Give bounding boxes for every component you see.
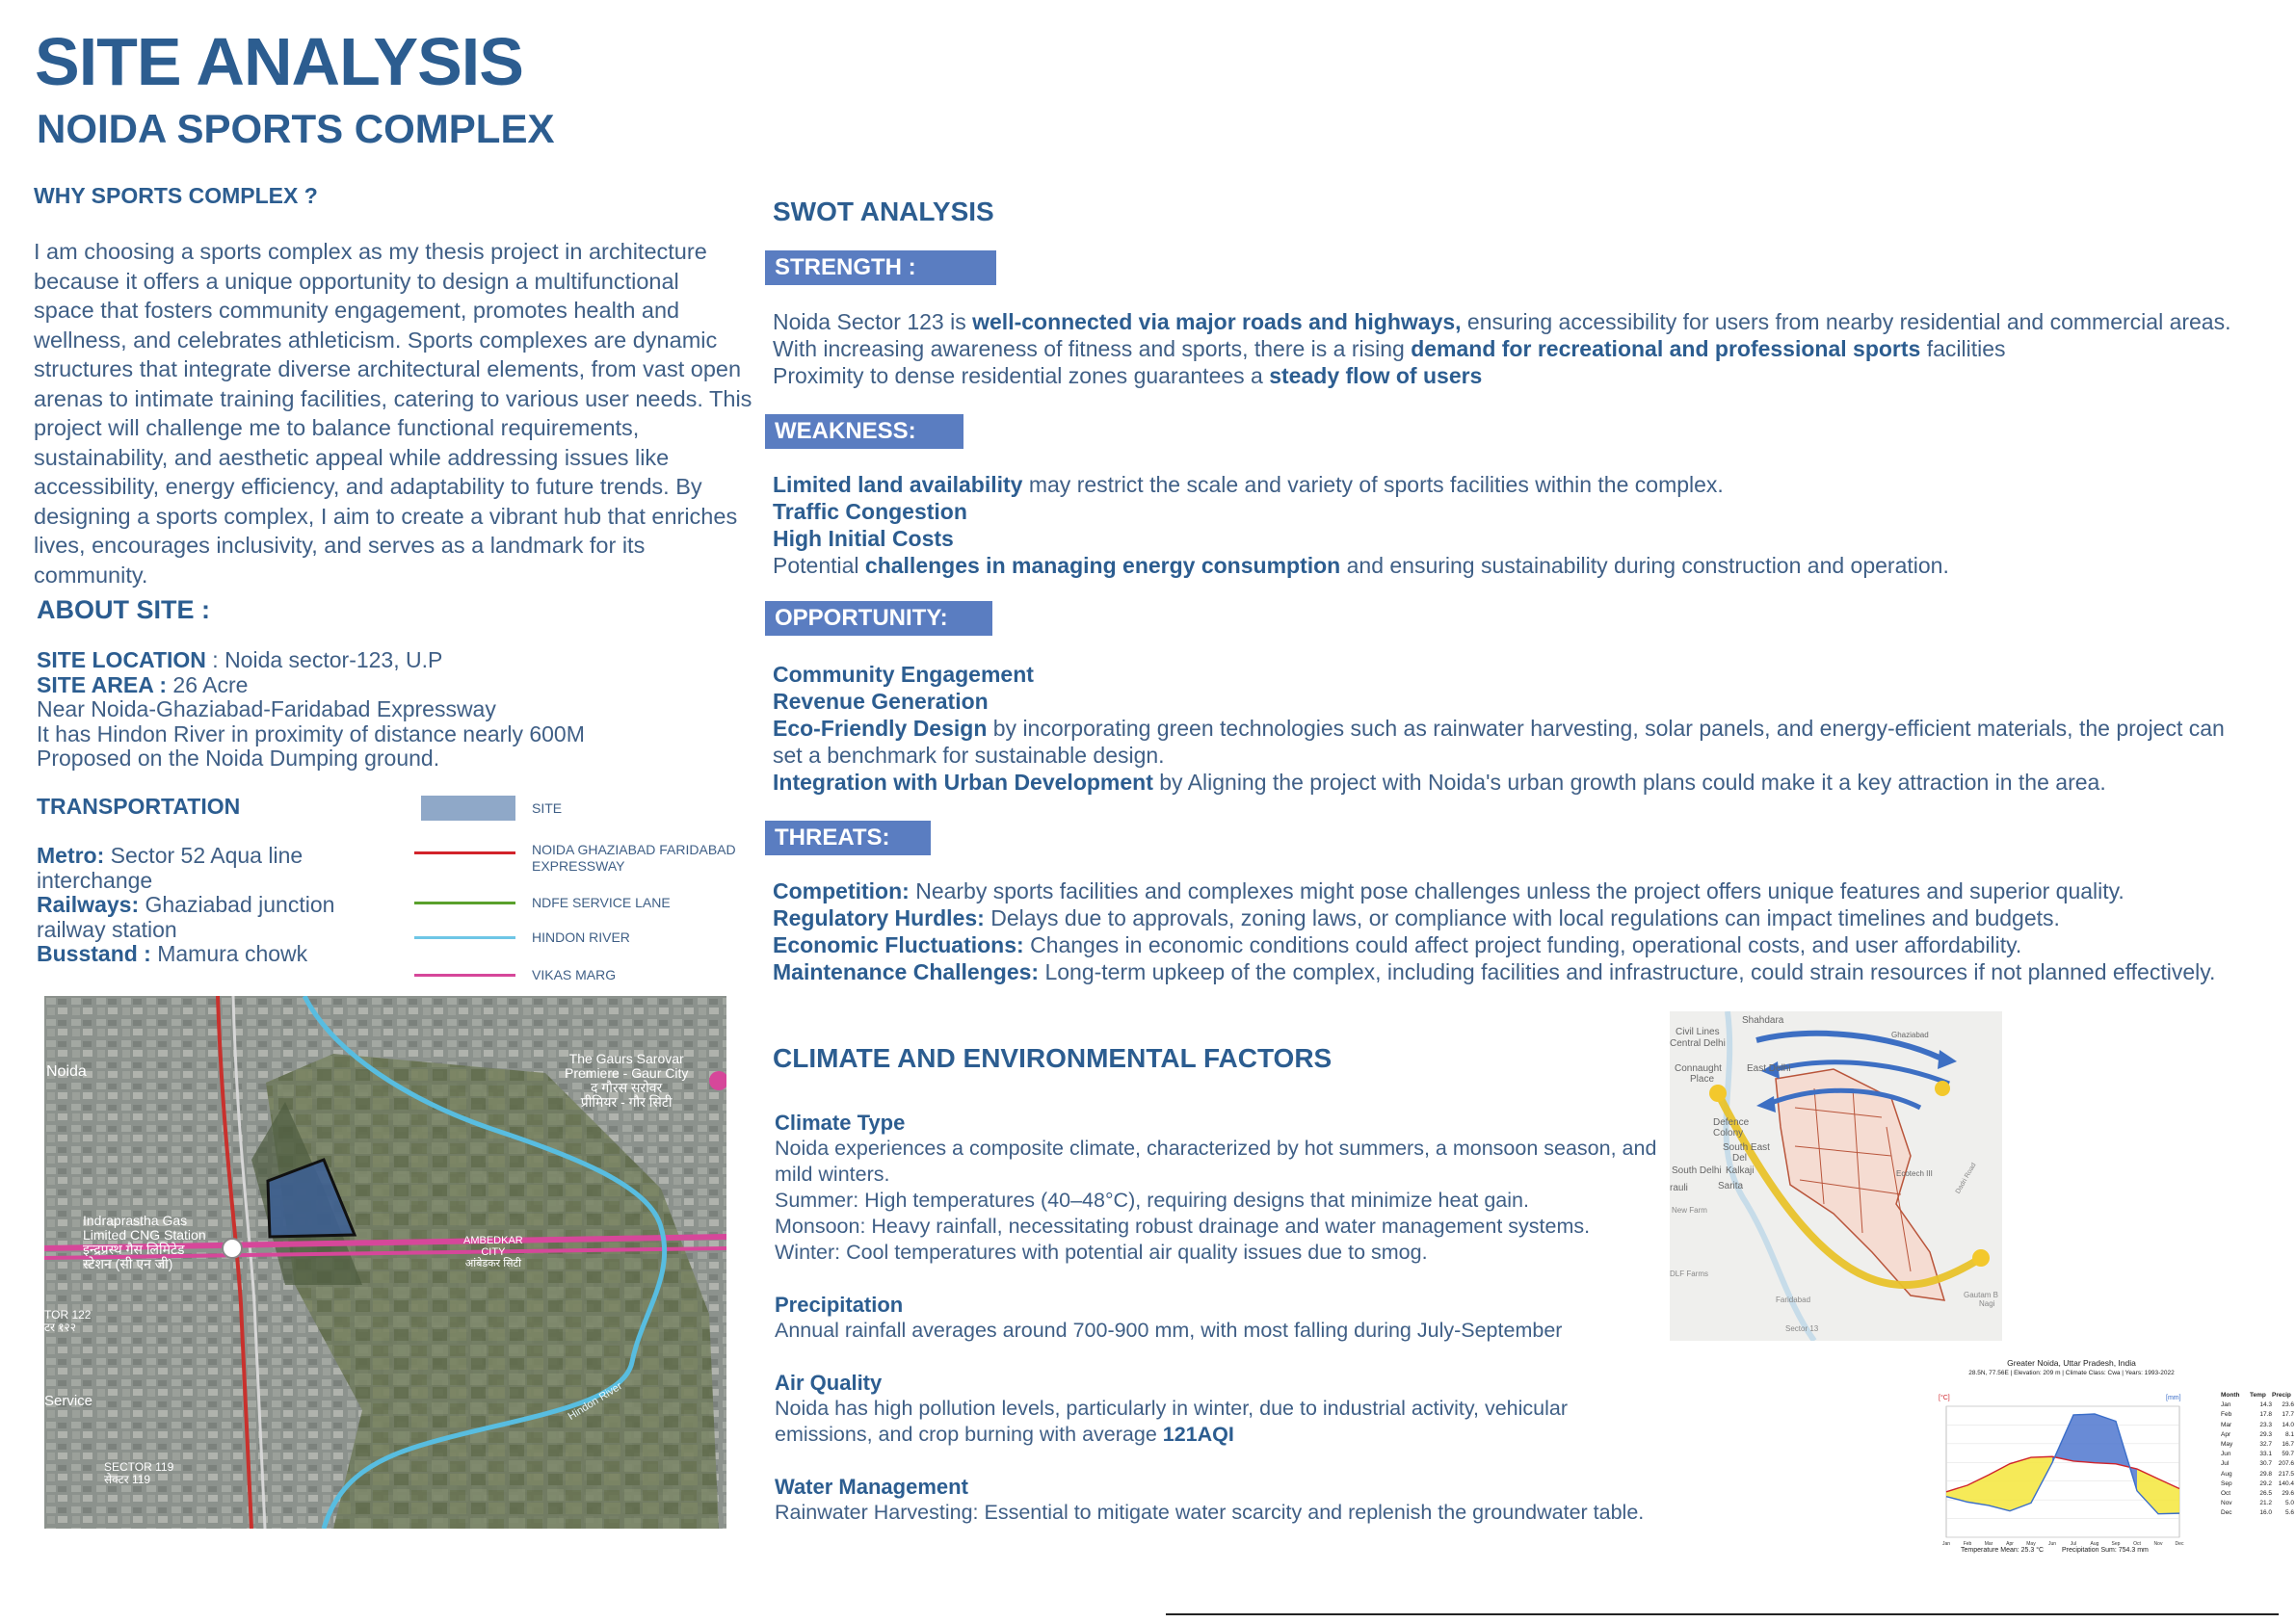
climate-chart-right-unit: [mm] [2166, 1395, 2181, 1401]
threats-line3-a: Economic Fluctuations: [773, 932, 1024, 957]
climate-table-precip: 23.6 [2282, 1401, 2294, 1409]
climate-table-month: Apr [2221, 1430, 2231, 1438]
climate-table-row [2221, 1410, 2294, 1420]
climate-x-tick-label: Sep [2111, 1541, 2121, 1547]
climate-table-row [2221, 1470, 2294, 1479]
climate-table-row [2221, 1508, 2294, 1518]
climate-table-temp: 17.8 [2259, 1411, 2272, 1419]
wind-label-sector13: Sector 13 [1785, 1324, 1819, 1333]
climate-table-month: May [2221, 1441, 2233, 1449]
climate-table-temp: 21.2 [2259, 1500, 2272, 1507]
map-label-ambedkar-2: CITY [481, 1246, 506, 1258]
threats-line4-a: Maintenance Challenges: [773, 959, 1040, 984]
climate-table-month: Feb [2221, 1411, 2232, 1419]
wind-label-dadri: Dadri Road [1954, 1162, 1978, 1195]
why-line: because it offers a unique opportunity to design a multifunctional [34, 268, 679, 294]
wind-label-east: East Delhi [1747, 1063, 1791, 1074]
strength-line1-c: ensuring accessibility for users from nearby residential and commercial areas. [1461, 309, 2231, 334]
wind-label-dlf: DLF Farms [1670, 1270, 1708, 1278]
air-quality-line: Noida has high pollution levels, particularly in winter, due to industrial activity, vehicular [775, 1397, 1568, 1420]
weakness-line3: High Initial Costs [773, 526, 954, 551]
threats-line1-b: Nearby sports facilities and complexes might pose challenges unless the project offers unique features and superior quality. [909, 878, 2124, 903]
wind-label-defence [1713, 1117, 1749, 1139]
wind-label-faridabad: Faridabad [1776, 1296, 1811, 1304]
wind-label-gautam-1: Gautam B [1964, 1291, 1999, 1299]
bottom-rule [1166, 1613, 2279, 1615]
railway-value-2: railway station [37, 916, 177, 942]
climate-chart-footer-precip: Precipitation Sum: 754.3 mm [2062, 1547, 2149, 1554]
climate-table-temp: 14.3 [2259, 1401, 2272, 1409]
site-area-line [37, 673, 750, 698]
threats-line2-a: Regulatory Hurdles: [773, 905, 985, 930]
opportunity-line4-a: Integration with Urban Development [773, 770, 1153, 795]
climate-table-temp: 29.2 [2259, 1479, 2272, 1487]
weakness-line1-a: Limited land availability [773, 472, 1023, 497]
map-label-sector119-2: सेक्टर 119 [104, 1473, 151, 1486]
site-location-value: : Noida sector-123, U.P [205, 647, 443, 672]
climate-text [775, 1110, 1680, 1526]
climate-table-header [2221, 1391, 2294, 1400]
legend-service-line [414, 902, 515, 904]
climate-type-line: Summer: High temperatures (40–48°C), requiring designs that minimize heat gain. [775, 1189, 1529, 1212]
climate-table-precip: 8.1 [2284, 1430, 2294, 1438]
climate-table-precip: 207.6 [2278, 1460, 2294, 1468]
water-management-heading: Water Management [775, 1475, 968, 1499]
climate-type-line: Winter: Cool temperatures with potential air quality issues due to smog. [775, 1241, 1428, 1264]
why-line: wellness, and celebrates athleticism. Sports complexes are dynamic [34, 327, 718, 353]
climate-table-row [2221, 1499, 2294, 1508]
map-label-igl-4: स्टेशन (सी एन जी) [83, 1256, 173, 1271]
climate-type-line: Noida experiences a composite climate, characterized by hot summers, a monsoon season, and [775, 1137, 1657, 1160]
opportunity-line4-b: by Aligning the project with Noida's urban growth plans could make it a key attraction in the area. [1152, 770, 2106, 795]
threats-line3-b: Changes in economic conditions could affect project funding, operational costs, and user affordability. [1023, 932, 2022, 957]
climate-x-tick-label: Feb [1963, 1541, 1972, 1547]
climate-table-precip: 5.0 [2284, 1500, 2294, 1507]
map-label-sector122-2: टर १२२ [44, 1321, 77, 1334]
why-line: project will challenge me to balance functional requirements, [34, 415, 640, 440]
map-label-ambedkar [463, 1235, 523, 1270]
site-area-value: 26 Acre [167, 671, 249, 697]
climate-table-row [2221, 1479, 2294, 1489]
legend-site-swatch [421, 796, 515, 821]
map-label-river: Hindon River [566, 1380, 624, 1423]
site-location-line [37, 648, 750, 673]
map-label-gaurs-2: Premiere - Gaur City [565, 1065, 689, 1081]
weakness-line4-a: Potential [773, 553, 865, 578]
wind-label-connaught-2: Place [1690, 1074, 1715, 1085]
opportunity-line2: Revenue Generation [773, 689, 989, 714]
map-label-noida: Noida [46, 1063, 87, 1080]
climate-x-tick-label: Apr [2006, 1541, 2014, 1547]
page-subtitle: NOIDA SPORTS COMPLEX [37, 106, 555, 151]
climate-x-tick-label: Aug [2090, 1541, 2099, 1547]
map-label-gaurs-3: द गौरस सरोवर [591, 1080, 663, 1095]
legend-vikas-label: VIKAS MARG [532, 967, 617, 982]
climate-table-precip: 5.6 [2284, 1509, 2294, 1517]
swot-heading: SWOT ANALYSIS [773, 196, 994, 226]
threats-line2-b: Delays due to approvals, zoning laws, or compliance with local regulations can impact timelines and budgets. [984, 905, 2060, 930]
climate-table-temp: 16.0 [2259, 1509, 2272, 1517]
climate-table-row [2221, 1400, 2294, 1410]
page-title: SITE ANALYSIS [35, 24, 523, 99]
climate-x-tick-label: Nov [2153, 1541, 2163, 1547]
weakness-text [773, 471, 2276, 579]
wind-label-sarita: Sarita [1718, 1181, 1744, 1191]
wind-label-defence-1: Defence [1713, 1117, 1750, 1128]
about-site-details [37, 648, 750, 772]
wind-label-southeast-1: South East [1723, 1142, 1770, 1153]
map-label-igl-3: इन्द्रप्रस्थ गैस लिमिटेड [83, 1242, 185, 1257]
metro-value-2: interchange [37, 867, 153, 893]
wind-label-ghaziabad: Ghaziabad [1891, 1031, 1929, 1039]
map-label-igl-1: Indraprastha Gas [83, 1213, 188, 1228]
legend-vikas-line [414, 974, 515, 977]
climate-table-temp: 29.8 [2259, 1470, 2272, 1478]
map-label-ambedkar-1: AMBEDKAR [463, 1235, 523, 1246]
site-map [44, 996, 726, 1529]
legend-expressway-label-2: EXPRESSWAY [532, 858, 625, 874]
strength-line3-a: Proximity to dense residential zones guarantees a [773, 363, 1270, 388]
legend-expressway-label-1: NOIDA GHAZIABAD FARIDABAD [532, 842, 736, 857]
map-label-gaurs-1: The Gaurs Sarovar [568, 1051, 684, 1066]
map-label-gaurs [565, 1052, 688, 1110]
climate-chart-plot [1927, 1402, 2216, 1547]
climate-area-segment [2095, 1414, 2116, 1464]
precipitation-heading: Precipitation [775, 1293, 904, 1317]
climate-table-row [2221, 1421, 2294, 1430]
climate-table-temp: 29.3 [2259, 1430, 2272, 1438]
strength-band: STRENGTH : [765, 250, 996, 285]
opportunity-band: OPPORTUNITY: [765, 601, 992, 636]
why-line: lives, encourages inclusivity, and serves as a landmark for its [34, 533, 646, 558]
wind-label-newfarm: New Farm [1672, 1206, 1707, 1215]
why-line: designing a sports complex, I aim to create a vibrant hub that enriches [34, 503, 738, 529]
climate-chart-subtitle: 28.5N, 77.56E | Elevation: 209 m | Climate Class: Cwa | Years: 1993-2022 [1968, 1370, 2175, 1376]
legend-expressway-line [414, 851, 515, 854]
climate-chart-left-unit: [°C] [1939, 1395, 1950, 1401]
wind-label-civil: Civil Lines [1676, 1027, 1720, 1037]
climate-table-month: Sep [2221, 1479, 2232, 1487]
metro-label: Metro: [37, 843, 105, 868]
strength-line1-a: Noida Sector 123 is [773, 309, 973, 334]
climate-table-row [2221, 1489, 2294, 1499]
threats-text [773, 877, 2276, 985]
climate-type-heading: Climate Type [775, 1111, 906, 1135]
climate-table-month: Nov [2221, 1500, 2232, 1507]
climate-table-header-month: Month [2221, 1392, 2240, 1399]
wind-label-southeast-2: Del [1732, 1153, 1748, 1164]
climate-x-tick-label: Jul [2070, 1541, 2077, 1547]
why-line: sustainability, and aesthetic appeal while addressing issues like [34, 444, 670, 470]
climate-chart [1927, 1358, 2216, 1560]
map-label-sector119 [104, 1461, 173, 1486]
opportunity-line1: Community Engagement [773, 662, 1034, 687]
climate-table-temp: 33.1 [2259, 1451, 2272, 1458]
map-label-sector122 [44, 1309, 91, 1334]
why-heading: WHY SPORTS COMPLEX ? [34, 183, 318, 208]
map-label-sector122-1: TOR 122 [44, 1308, 92, 1322]
wind-label-gautam-2: Nagi [1979, 1299, 1995, 1308]
site-detail-line: It has Hindon River in proximity of distance nearly 600M [37, 720, 585, 746]
climate-table-temp: 32.7 [2259, 1441, 2272, 1449]
climate-chart-title: Greater Noida, Uttar Pradesh, India [2007, 1358, 2136, 1368]
wind-label-kalkaji: Kalkaji [1726, 1165, 1755, 1176]
why-paragraph [34, 237, 766, 589]
climate-x-tick-label: Jun [2047, 1541, 2057, 1547]
site-area-label: SITE AREA : [37, 671, 168, 697]
climate-table-row [2221, 1430, 2294, 1440]
strength-line3-b: steady flow of users [1269, 363, 1483, 388]
opportunity-line3-c: set a benchmark for sustainable design. [773, 743, 1165, 768]
climate-heading: CLIMATE AND ENVIRONMENTAL FACTORS [773, 1043, 1333, 1073]
climate-table-month: Jan [2221, 1401, 2231, 1409]
weakness-line2: Traffic Congestion [773, 499, 967, 524]
climate-x-tick-label: May [2026, 1541, 2036, 1547]
climate-x-tick-label: Dec [2175, 1541, 2184, 1547]
threats-line1-a: Competition: [773, 878, 910, 903]
climate-table-header-precip: Precip [2272, 1392, 2291, 1399]
weakness-line1-b: may restrict the scale and variety of sports facilities within the complex. [1022, 472, 1724, 497]
wind-label-ecotech: Ecotech III [1896, 1169, 1933, 1178]
strength-line2-a: With increasing awareness of fitness and sports, there is a rising [773, 336, 1412, 361]
wind-sun-map-graphic [1670, 1011, 2002, 1341]
climate-table-precip: 16.7 [2282, 1441, 2294, 1449]
air-quality-heading: Air Quality [775, 1371, 883, 1395]
about-heading: ABOUT SITE : [37, 595, 210, 624]
wind-label-defence-2: Colony [1713, 1128, 1744, 1139]
climate-table-temp: 30.7 [2259, 1460, 2272, 1468]
climate-chart-footer-temp: Temperature Mean: 25.3 °C [1961, 1547, 2045, 1554]
climate-table-row [2221, 1450, 2294, 1459]
climate-table-precip: 59.7 [2282, 1451, 2294, 1458]
why-line: structures that integrate diverse architectural elements, from vast open [34, 356, 742, 381]
wind-label-southeast [1723, 1142, 1770, 1164]
legend-river-label: HINDON RIVER [532, 929, 630, 945]
climate-type-line: Monsoon: Heavy rainfall, necessitating robust drainage and water management systems. [775, 1215, 1591, 1238]
climate-table-month: Aug [2221, 1470, 2232, 1478]
strength-text [773, 308, 2276, 389]
climate-table-month: Jul [2221, 1460, 2230, 1468]
map-label-sector119-1: SECTOR 119 [104, 1460, 174, 1474]
water-management-line: Rainwater Harvesting: Essential to mitigate water scarcity and replenish the groundwater table. [775, 1501, 1645, 1524]
climate-x-tick-label: Jan [1941, 1541, 1951, 1547]
why-line: accessibility, energy efficiency, and adaptability to future trends. By [34, 474, 702, 499]
threats-line4-b: Long-term upkeep of the complex, including facilities and infrastructure, could strain resources if not planned effectively. [1039, 959, 2216, 984]
map-label-igl-2: Limited CNG Station [83, 1227, 206, 1243]
climate-area-segment [2073, 1414, 2095, 1463]
site-detail-line: Near Noida-Ghaziabad-Faridabad Expressway [37, 696, 496, 721]
wind-label-rauli: rauli [1670, 1183, 1688, 1193]
climate-table-row [2221, 1459, 2294, 1469]
opportunity-text [773, 661, 2276, 796]
threats-band: THREATS: [765, 821, 931, 855]
transport-heading: TRANSPORTATION [37, 794, 241, 819]
climate-table-precip: 29.6 [2282, 1490, 2294, 1498]
site-location-label: SITE LOCATION [37, 647, 206, 672]
climate-data-table [2221, 1391, 2294, 1519]
strength-line2-c: facilities [1920, 336, 2006, 361]
weakness-band: WEAKNESS: [765, 414, 963, 449]
climate-table-header-temp: Temp [2250, 1392, 2266, 1399]
legend-expressway-label [532, 842, 736, 875]
climate-table-month: Jun [2221, 1451, 2231, 1458]
transport-details [37, 844, 422, 967]
busstand-label: Busstand : [37, 941, 151, 966]
map-label-gaurs-4: प्रीमियर - गौर सिटी [580, 1094, 673, 1110]
strength-line2-b: demand for recreational and professional sports [1411, 336, 1921, 361]
railway-value: Ghaziabad junction [139, 892, 335, 917]
climate-table-month: Mar [2221, 1421, 2232, 1428]
climate-type-line: mild winters. [775, 1163, 890, 1186]
legend-river-line [414, 936, 515, 939]
climate-table-rows [2221, 1400, 2294, 1518]
why-line: space that fosters community engagement, promotes health and [34, 298, 680, 323]
map-label-igl [83, 1214, 206, 1271]
climate-table-precip: 217.5 [2278, 1470, 2294, 1478]
climate-x-tick-label: Mar [1984, 1541, 1993, 1547]
legend-service-label: NDFE SERVICE LANE [532, 895, 671, 910]
strength-line1-b: well-connected via major roads and highways, [972, 309, 1462, 334]
climate-table-month: Oct [2221, 1490, 2231, 1498]
climate-table-month: Dec [2221, 1509, 2232, 1517]
weakness-line4-b: challenges in managing energy consumption [864, 553, 1341, 578]
climate-table-precip: 140.4 [2278, 1479, 2294, 1487]
why-line: community. [34, 562, 148, 588]
climate-x-tick-label: Oct [2133, 1541, 2141, 1547]
precipitation-line: Annual rainfall averages around 700-900 mm, with most falling during July-September [775, 1319, 1563, 1342]
opportunity-line3-b: by incorporating green technologies such as rainwater harvesting, solar panels, and energy-efficient materials, the project can [987, 716, 2225, 741]
metro-value: Sector 52 Aqua line [104, 843, 303, 868]
climate-table-precip: 17.7 [2282, 1411, 2294, 1419]
climate-table-temp: 23.3 [2259, 1421, 2272, 1428]
climate-table-precip: 14.0 [2282, 1421, 2294, 1428]
wind-sun-map [1670, 1011, 2002, 1341]
why-line: I am choosing a sports complex as my thesis project in architecture [34, 239, 707, 264]
wind-label-shahdara: Shahdara [1742, 1015, 1784, 1026]
site-detail-line: Proposed on the Noida Dumping ground. [37, 746, 440, 771]
busstand-value: Mamura chowk [150, 941, 308, 966]
map-label-service: Service [44, 1393, 93, 1409]
wind-label-connaught-1: Connaught [1675, 1063, 1722, 1074]
weakness-line4-c: and ensuring sustainability during construction and operation. [1340, 553, 1949, 578]
why-line: arenas to intimate training facilities, catering to various user needs. This [34, 385, 752, 411]
air-quality-line2-a: emissions, and crop burning with average [775, 1423, 1163, 1446]
air-quality-value: 121AQI [1162, 1423, 1234, 1446]
railway-label: Railways: [37, 892, 140, 917]
wind-label-south: South Delhi [1672, 1165, 1722, 1176]
wind-label-connaught [1675, 1063, 1722, 1085]
legend-site-label: SITE [532, 800, 563, 816]
climate-area-segment [2010, 1457, 2031, 1511]
opportunity-line3-a: Eco-Friendly Design [773, 716, 988, 741]
wind-label-central: Central Delhi [1670, 1038, 1726, 1049]
climate-table-temp: 26.5 [2259, 1490, 2272, 1498]
wind-label-gautam [1964, 1291, 1998, 1308]
climate-table-row [2221, 1440, 2294, 1450]
map-label-ambedkar-3: आंबेडकर सिटी [464, 1258, 521, 1270]
